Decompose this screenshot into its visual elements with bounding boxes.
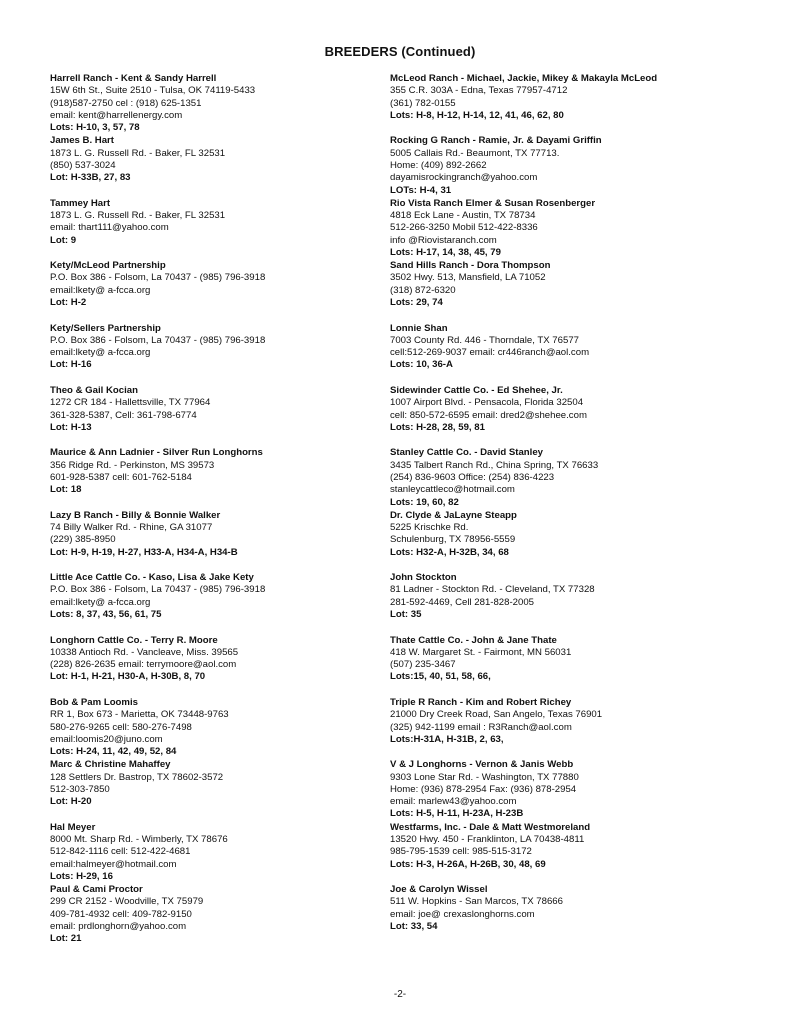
breeder-contact-line: 3435 Talbert Ranch Rd., China Spring, TX 76633 [390, 459, 599, 471]
breeder-contact-line: (918)587-2750 cel : (918) 625-1351 [50, 97, 202, 109]
breeder-entry [390, 198, 720, 260]
breeder-contact-line: RR 1, Box 673 - Marietta, OK 73448-9763 [50, 709, 229, 721]
breeder-contact-line: 1272 CR 184 - Hallettsville, TX 77964 [50, 397, 211, 409]
breeder-lots: Lot: 18 [50, 484, 82, 496]
breeder-contact-line: (850) 537-3024 [50, 159, 116, 171]
page-title: BREEDERS (Continued) [324, 44, 476, 59]
breeder-name: Stanley Cattle Co. - David Stanley [390, 447, 544, 459]
breeder-name: Marc & Christine Mahaffey [50, 759, 171, 771]
breeder-contact-line: 580-276-9265 cell: 580-276-7498 [50, 721, 192, 733]
breeder-contact-line: 299 CR 2152 - Woodville, TX 75979 [50, 896, 204, 908]
breeder-entry [50, 572, 380, 634]
breeder-entry [390, 572, 720, 634]
breeder-contact-line: 361-328-5387, Cell: 361-798-6774 [50, 409, 197, 421]
breeder-entry [390, 447, 720, 509]
breeder-name: McLeod Ranch - Michael, Jackie, Mikey & Makayla McLeod [390, 73, 658, 84]
breeder-contact-line: 601-928-5387 cell: 601-762-5184 [50, 471, 192, 483]
breeder-contact-line: 4818 Eck Lane - Austin, TX 78734 [390, 210, 536, 222]
breeder-contact-line: email:lkety@ a-fcca.org [50, 347, 151, 359]
breeder-contact-line: 409-781-4932 cell: 409-782-9150 [50, 908, 192, 920]
breeder-contact-line: (318) 872-6320 [390, 284, 456, 296]
breeder-lots: Lots: H-29, 16 [50, 870, 113, 882]
breeder-lots: Lots: H-10, 3, 57, 78 [50, 122, 140, 134]
breeder-contact-line: email: kent@harrellenergy.com [50, 109, 183, 121]
breeder-name: Rio Vista Ranch Elmer & Susan Rosenberger [390, 197, 596, 209]
breeder-entry [390, 822, 720, 884]
breeder-entry [50, 73, 380, 135]
breeder-contact-line: 5005 Callais Rd.- Beaumont, TX 77713. [390, 147, 560, 159]
breeder-contact-line: 1873 L. G. Russell Rd. - Baker, FL 32531 [50, 147, 226, 159]
breeder-name: Westfarms, Inc. - Dale & Matt Westmoreland [390, 821, 591, 833]
page-number: -2- [393, 989, 407, 1000]
breeder-contact-line: (229) 385-8950 [50, 534, 116, 546]
breeder-entry [50, 697, 380, 759]
breeder-contact-line: P.O. Box 386 - Folsom, La 70437 - (985) 796-3918 [50, 584, 266, 596]
breeder-lots: Lots:H-31A, H-31B, 2, 63, [390, 733, 504, 745]
breeder-name: Little Ace Cattle Co. - Kaso, Lisa & Jake Kety [50, 572, 254, 584]
breeder-lots: LOTs: H-4, 31 [390, 184, 452, 196]
breeder-contact-line: 13520 Hwy. 450 - Franklinton, LA 70438-4811 [390, 833, 585, 845]
breeder-name: Dr. Clyde & JaLayne Steapp [390, 509, 517, 521]
breeder-name: Harrell Ranch - Kent & Sandy Harrell [50, 73, 217, 84]
breeder-contact-line: 3502 Hwy. 513, Mansfield, LA 71052 [390, 272, 546, 284]
breeder-name: Thate Cattle Co. - John & Jane Thate [390, 634, 557, 646]
breeder-contact-line: P.O. Box 386 - Folsom, La 70437 - (985) 796-3918 [50, 334, 266, 346]
breeder-entry [390, 323, 720, 385]
breeder-lots: Lots: H-5, H-11, H-23A, H-23B [390, 808, 524, 820]
breeder-contact-line: (254) 836-9603 Office: (254) 836-4223 [390, 471, 555, 483]
breeder-entry [390, 759, 720, 821]
breeder-entry [390, 385, 720, 447]
breeder-entry [50, 260, 380, 322]
breeder-contact-line: Schulenburg, TX 78956-5559 [390, 534, 516, 546]
breeder-lots: Lots: 8, 37, 43, 56, 61, 75 [50, 609, 162, 621]
breeder-entry [50, 510, 380, 572]
breeder-contact-line: email:loomis20@juno.com [50, 733, 163, 745]
breeder-lots: Lot: H-1, H-21, H30-A, H-30B, 8, 70 [50, 671, 206, 683]
breeder-name: Theo & Gail Kocian [50, 384, 138, 396]
breeder-entry [50, 759, 380, 821]
breeder-name: Lonnie Shan [390, 322, 448, 334]
breeder-lots: Lots: 10, 36-A [390, 359, 453, 371]
breeder-contact-line: 81 Ladner - Stockton Rd. - Cleveland, TX 77328 [390, 584, 595, 596]
breeder-contact-line: 281-592-4469, Cell 281-828-2005 [390, 596, 535, 608]
breeder-contact-line: email: joe@ crexaslonghorns.com [390, 908, 535, 920]
breeder-contact-line: email: thart111@yahoo.com [50, 222, 169, 234]
breeder-lots: Lots: H-24, 11, 42, 49, 52, 84 [50, 746, 177, 758]
breeder-entry [390, 697, 720, 759]
breeder-name: Longhorn Cattle Co. - Terry R. Moore [50, 634, 218, 646]
breeder-name: V & J Longhorns - Vernon & Janis Webb [390, 759, 574, 771]
breeder-lots: Lots: H32-A, H-32B, 34, 68 [390, 546, 509, 558]
breeder-contact-line: 10338 Antioch Rd. - Vancleave, Miss. 39565 [50, 646, 239, 658]
breeder-lots: Lots: H-17, 14, 38, 45, 79 [390, 246, 501, 258]
breeder-contact-line: 128 Settlers Dr. Bastrop, TX 78602-3572 [50, 771, 224, 783]
breeder-entry [390, 884, 720, 946]
breeder-name: Triple R Ranch - Kim and Robert Richey [390, 696, 572, 708]
breeder-name: Rocking G Ranch - Ramie, Jr. & Dayami Griffin [390, 135, 602, 147]
breeder-contact-line: 5225 Krischke Rd. [390, 522, 469, 534]
breeder-contact-line: Home: (409) 892-2662 [390, 159, 487, 171]
breeder-contact-line: 355 C.R. 303A - Edna, Texas 77957-4712 [390, 85, 568, 97]
breeder-lots: Lot: H-9, H-19, H-27, H33-A, H34-A, H34-B [50, 546, 238, 558]
breeder-lots: Lots: H-3, H-26A, H-26B, 30, 48, 69 [390, 858, 546, 870]
breeder-entry [50, 135, 380, 197]
breeder-name: Sand Hills Ranch - Dora Thompson [390, 260, 551, 272]
breeder-contact-line: Home: (936) 878-2954 Fax: (936) 878-2954 [390, 783, 577, 795]
breeder-contact-line: 512-266-3250 Mobil 512-422-8336 [390, 222, 538, 234]
breeder-entry [50, 635, 380, 697]
breeder-contact-line: email:lkety@ a-fcca.org [50, 596, 151, 608]
breeder-contact-line: 1873 L. G. Russell Rd. - Baker, FL 32531 [50, 210, 226, 222]
breeder-lots: Lot: H-20 [50, 796, 92, 808]
breeder-entry [50, 323, 380, 385]
breeder-contact-line: 356 Ridge Rd. - Perkinston, MS 39573 [50, 459, 215, 471]
breeder-name: Bob & Pam Loomis [50, 696, 138, 708]
left-column [50, 73, 380, 946]
breeder-contact-line: 511 W. Hopkins - San Marcos, TX 78666 [390, 896, 563, 908]
breeder-contact-line: 1007 Airport Blvd. - Pensacola, Florida 32504 [390, 397, 584, 409]
breeder-contact-line: 512-303-7850 [50, 783, 110, 795]
right-column [390, 73, 720, 946]
breeder-contact-line: 985-795-1539 cell: 985-515-3172 [390, 846, 532, 858]
breeder-name: Hal Meyer [50, 821, 96, 833]
breeder-lots: Lots: 19, 60, 82 [390, 496, 459, 508]
breeder-name: Sidewinder Cattle Co. - Ed Shehee, Jr. [390, 384, 563, 396]
breeder-entry [50, 385, 380, 447]
breeder-contact-line: 512-842-1116 cell: 512-422-4681 [50, 846, 191, 858]
breeder-contact-line: P.O. Box 386 - Folsom, La 70437 - (985) 796-3918 [50, 272, 266, 284]
breeder-contact-line: 8000 Mt. Sharp Rd. - Wimberly, TX 78676 [50, 833, 228, 845]
breeder-name: James B. Hart [50, 135, 114, 147]
breeder-contact-line: 15W 6th St., Suite 2510 - Tulsa, OK 74119-5433 [50, 85, 256, 97]
breeder-contact-line: email: prdlonghorn@yahoo.com [50, 920, 187, 932]
breeder-name: Maurice & Ann Ladnier - Silver Run Longhorns [50, 447, 263, 459]
breeder-lots: Lot: 35 [390, 609, 422, 621]
breeder-name: John Stockton [390, 572, 457, 584]
breeder-contact-line: 21000 Dry Creek Road, San Angelo, Texas 76901 [390, 709, 603, 721]
breeder-contact-line: (325) 942-1199 email : R3Ranch@aol.com [390, 721, 572, 733]
breeder-contact-line: 7003 County Rd. 446 - Thorndale, TX 76577 [390, 334, 579, 346]
breeder-entry [390, 260, 720, 322]
breeder-contact-line: dayamisrockingranch@yahoo.com [390, 172, 538, 184]
breeder-contact-line: (507) 235-3467 [390, 659, 456, 671]
breeder-contact-line: cell: 850-572-6595 email: dred2@shehee.com [390, 409, 587, 421]
breeder-lots: Lot: H-33B, 27, 83 [50, 172, 131, 184]
breeder-lots: Lot: 21 [50, 933, 82, 945]
breeder-name: Kety/Sellers Partnership [50, 322, 161, 334]
breeder-contact-line: (361) 782-0155 [390, 97, 456, 109]
breeder-contact-line: email: marlew43@yahoo.com [390, 796, 517, 808]
breeder-lots: Lot: H-13 [50, 421, 92, 433]
breeder-lots: Lots: 29, 74 [390, 297, 443, 309]
breeder-lots: Lots: H-28, 28, 59, 81 [390, 421, 485, 433]
breeder-entry [390, 135, 720, 197]
breeder-lots: Lot: H-16 [50, 359, 92, 371]
breeder-lots: Lots:15, 40, 51, 58, 66, [390, 671, 491, 683]
breeder-lots: Lots: H-8, H-12, H-14, 12, 41, 46, 62, 80 [390, 109, 564, 121]
breeder-contact-line: 74 Billy Walker Rd. - Rhine, GA 31077 [50, 522, 213, 534]
breeder-entry [50, 822, 380, 884]
breeder-name: Lazy B Ranch - Billy & Bonnie Walker [50, 509, 221, 521]
breeder-lots: Lot: 9 [50, 234, 77, 246]
breeder-entry [390, 510, 720, 572]
breeder-entry [390, 73, 720, 135]
breeder-name: Paul & Cami Proctor [50, 884, 143, 896]
breeder-contact-line: 418 W. Margaret St. - Fairmont, MN 56031 [390, 646, 572, 658]
breeder-contact-line: email:lkety@ a-fcca.org [50, 284, 151, 296]
breeder-name: Joe & Carolyn Wissel [390, 884, 488, 896]
breeder-entry [50, 447, 380, 509]
breeder-entry [390, 635, 720, 697]
breeder-contact-line: info @Riovistaranch.com [390, 234, 497, 246]
breeder-name: Kety/McLeod Partnership [50, 260, 166, 272]
breeder-lots: Lot: H-2 [50, 297, 87, 309]
breeder-lots: Lot: 33, 54 [390, 920, 438, 932]
breeder-contact-line: email:halmeyer@hotmail.com [50, 858, 177, 870]
breeder-contact-line: cell:512-269-9037 email: cr446ranch@aol.com [390, 347, 590, 359]
breeder-entry [50, 198, 380, 260]
breeder-contact-line: (228) 826-2635 email: terrymoore@aol.com [50, 659, 237, 671]
breeder-entry [50, 884, 380, 946]
breeder-contact-line: 9303 Lone Star Rd. - Washington, TX 77880 [390, 771, 579, 783]
breeder-contact-line: stanleycattleco@hotmail.com [390, 484, 515, 496]
breeder-name: Tammey Hart [50, 197, 111, 209]
